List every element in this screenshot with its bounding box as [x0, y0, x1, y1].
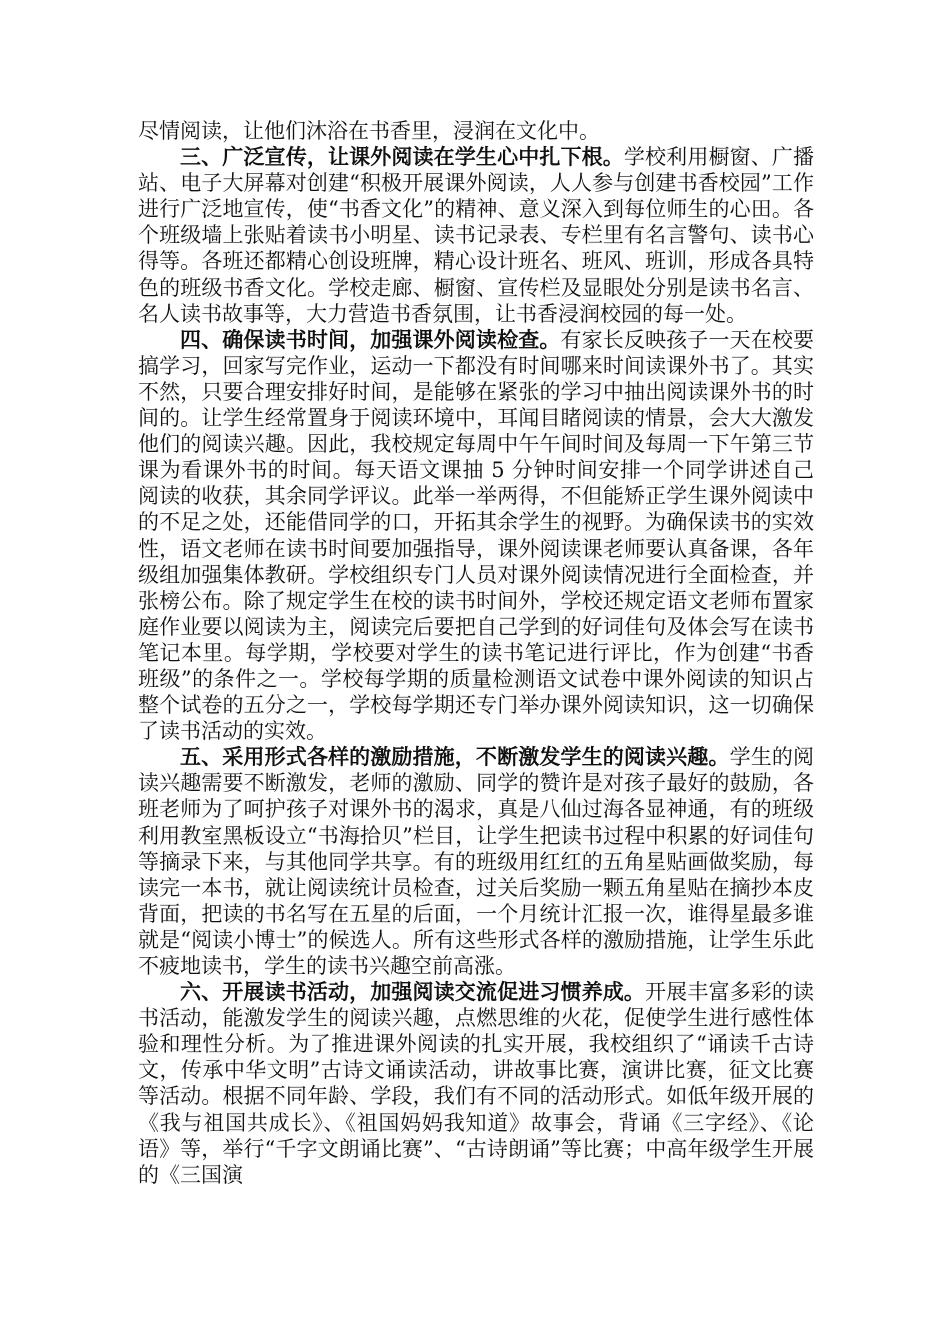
section-4-heading: 四、确保读书时间，加强课外阅读检查。 — [180, 326, 561, 352]
document-body — [138, 118, 814, 1188]
section-5-body: 学生的阅读兴趣需要不断激发，老师的激励、同学的赞许是对孩子最好的鼓励，各班老师为了呵护孩子对课外书的渴求，真是八仙过海各显神通，有的班级利用教室黑板设立“书海拾贝”栏目，让学生把读书过程中积累的好词佳句等摘录下来，与其他同学共享。有的班级用红红的五角星贴画做奖励，每读完一本书，就让阅读统计员检查，过关后奖励一颗五角星贴在摘抄本皮背面，把读的书名写在五星的后面，一个月统计汇报一次，谁得星最多谁就是“阅读小博士”的候选人。所有这些形式各样的激励措施，让学生乐此不疲地读书，学生的读书兴趣空前高涨。 — [138, 745, 815, 978]
section-5-heading: 五、采用形式各样的激励措施，不断激发学生的阅读兴趣。 — [180, 744, 730, 770]
section-6-paragraph — [138, 979, 814, 1188]
section-3-paragraph — [138, 144, 814, 327]
section-4-body: 有家长反映孩子一天在校要搞学习，回家写完作业，运动一下都没有时间哪来时间读课外书了。其实不然，只要合理安排好时间，是能够在紧张的学习中抽出阅读课外书的时间的。让学生经常置身于阅读环境中，耳闻目睹阅读的情景，会大大激发他们的阅读兴趣。因此，我校规定每周中午午间时间及每周一下午第三节课为看课外书的时间。每天语文课抽 5 分钟时间安排一个同学讲述自己阅读的收获，其余同学评议。此举一举两得，不但能矫正学生课外阅读中的不足之处，还能借同学的口，开拓其余学生的视野。为确保读书的实效性，语文老师在读书时间要加强指导，课外阅读课老师要认真备课，各年级组加强集体教研。学校组织专门人员对课外阅读情况进行全面检查，并张榜公布。除了规定学生在校的读书时间外，学校还规定语文老师布置家庭作业要以阅读为主，阅读完后要把自己学到的好词佳句及体会写在读书笔记本里。每学期，学校要对学生的读书笔记进行评比，作为创建“书香班级”的条件之一。学校每学期的质量检测语文试卷中课外阅读的知识占整个试卷的五分之一，学校每学期还专门举办课外阅读知识，这一切确保了读书活动的实效。 — [138, 327, 815, 744]
section-3-heading: 三、广泛宣传，让课外阅读在学生心中扎下根。 — [180, 144, 624, 170]
section-6-heading: 六、开展读书活动，加强阅读交流促进习惯养成。 — [180, 979, 646, 1005]
intro-paragraph: 尽情阅读，让他们沐浴在书香里，浸润在文化中。 — [138, 119, 600, 143]
section-4-paragraph — [138, 327, 814, 745]
section-6-body: 开展丰富多彩的读书活动，能激发学生的阅读兴趣，点燃思维的火花，促使学生进行感性体验和理性分析。为了推进课外阅读的扎实开展，我校组织了“诵读千古诗文，传承中华文明”古诗文诵读活动，讲故事比赛，演讲比赛，征文比赛等活动。根据不同年龄、学段，我们有不同的活动形式。如低年级开展的《我与祖国共成长》、《祖国妈妈我知道》故事会，背诵《三字经》、《论语》等，举行“千字文朗诵比赛”、“古诗朗诵”等比赛；中高年级学生开展的《三国演 — [138, 980, 815, 1187]
section-3-body: 学校利用橱窗、广播站、电子大屏幕对创建“积极开展课外阅读，人人参与创建书香校园”工作进行广泛地宣传，使“书香文化”的精神、意义深入到每位师生的心田。各个班级墙上张贴着读书小明星、读书记录表、专栏里有名言警句、读书心得等。各班还都精心创设班牌，精心设计班名、班风、班训，形成各具特色的班级书香文化。学校走廊、橱窗、宣传栏及显眼处分别是读书名言、名人读书故事等，大力营造书香氛围，让书香浸润校园的每一处。 — [138, 145, 815, 326]
section-5-paragraph — [138, 744, 814, 979]
